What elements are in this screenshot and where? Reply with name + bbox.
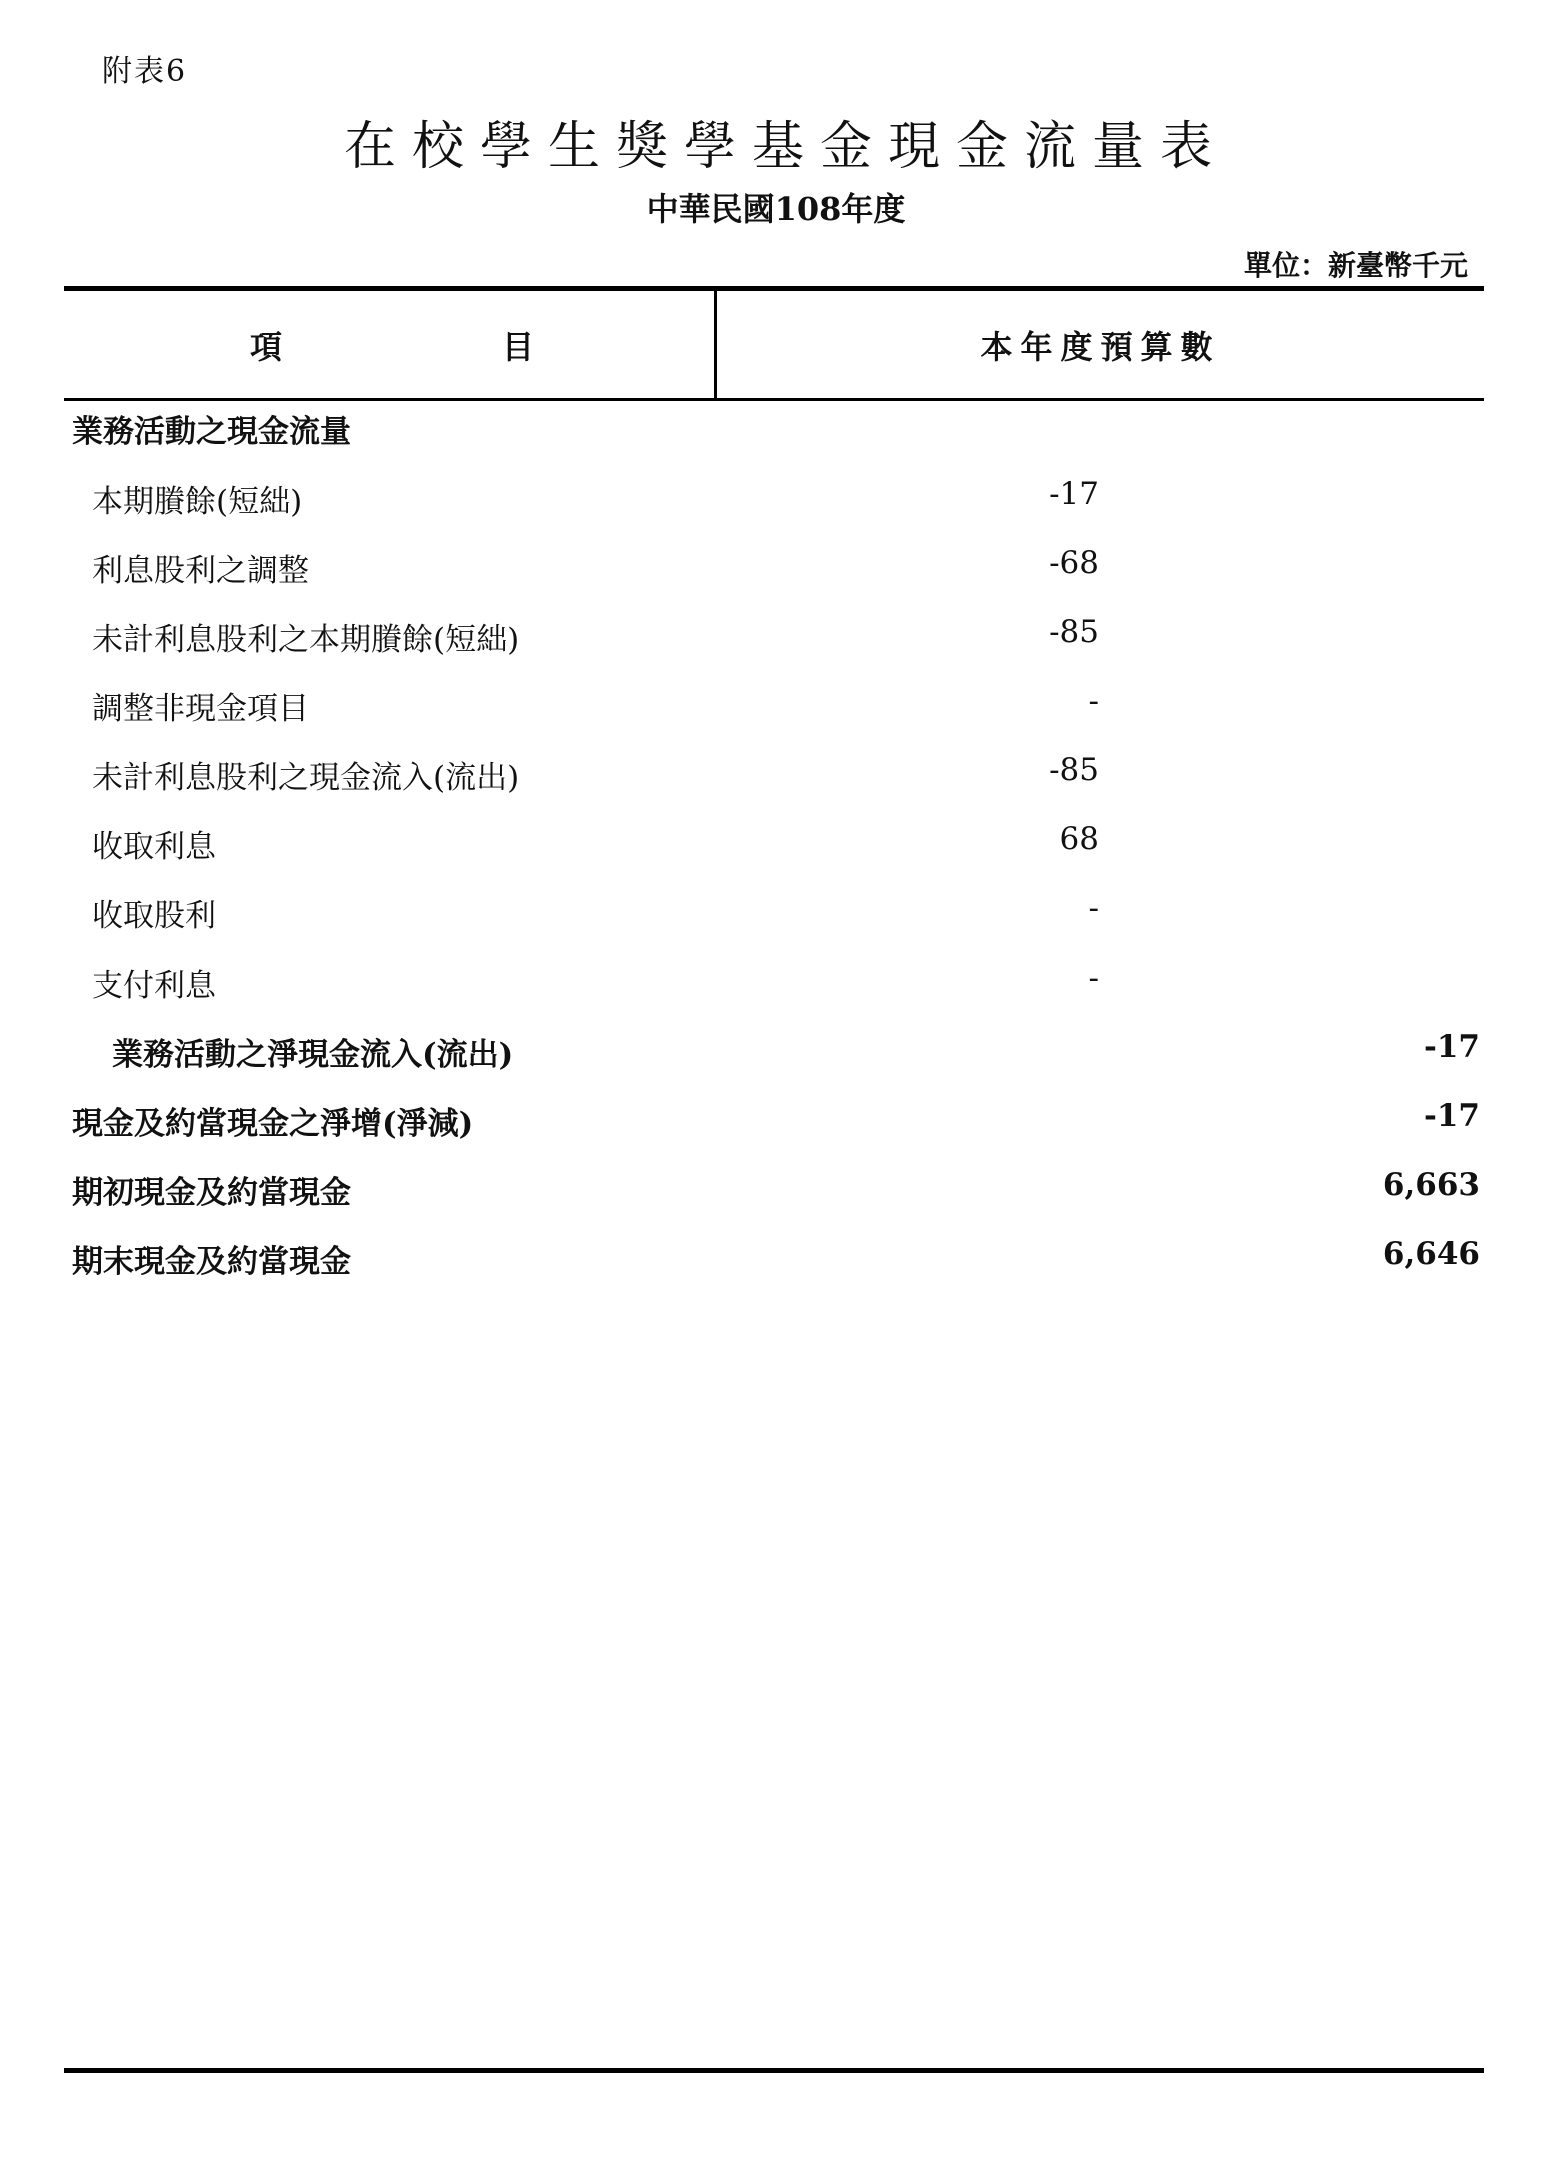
document-subtitle: 中華民國108年度: [646, 190, 906, 228]
column-header-item-char2: 目: [501, 328, 534, 366]
row-subtotal-value: -68: [1049, 545, 1099, 581]
row-total-value: -17: [1423, 1029, 1480, 1065]
row-label: 未計利息股利之本期賸餘(短絀): [92, 622, 520, 658]
row-label: 業務活動之現金流量: [72, 414, 351, 450]
table-row: [64, 476, 1484, 520]
row-label: 現金及約當現金之淨增(淨減): [72, 1106, 474, 1142]
row-label: 支付利息: [92, 968, 216, 1004]
table-row: [64, 1029, 1484, 1073]
table-row: [64, 614, 1484, 658]
row-subtotal-value: -: [1088, 683, 1099, 719]
row-label: 調整非現金項目: [92, 691, 309, 727]
row-label: 業務活動之淨現金流入(流出): [112, 1037, 514, 1073]
row-label: 本期賸餘(短絀): [92, 484, 303, 520]
table-row: [64, 1098, 1484, 1142]
column-header-item-char1: 項: [250, 328, 283, 366]
table-row: [64, 1236, 1484, 1280]
table-row: [64, 890, 1484, 934]
table-top-rule: [64, 286, 1484, 291]
header-bottom-rule: [64, 398, 1484, 401]
table-bottom-rule: [64, 2068, 1484, 2073]
row-label: 期末現金及約當現金: [72, 1244, 351, 1280]
annex-label: 附表6: [102, 54, 188, 89]
column-header-budget: 本年度預算數: [980, 328, 1221, 366]
row-subtotal-value: -: [1088, 890, 1099, 926]
row-subtotal-value: -85: [1049, 614, 1099, 650]
row-label: 未計利息股利之現金流入(流出): [92, 760, 520, 796]
row-subtotal-value: 68: [1059, 821, 1099, 857]
table-row: [64, 960, 1484, 1004]
row-subtotal-value: -: [1088, 960, 1099, 996]
row-subtotal-value: -85: [1049, 752, 1099, 788]
row-label: 利息股利之調整: [92, 553, 309, 589]
document-title: 在校學生獎學基金現金流量表: [343, 117, 1228, 177]
table-row: [64, 545, 1484, 589]
table-row: [64, 683, 1484, 727]
table-row: [64, 821, 1484, 865]
row-label: 收取利息: [92, 829, 216, 865]
table-row: [64, 406, 1484, 450]
row-subtotal-value: -17: [1049, 476, 1099, 512]
row-total-value: 6,646: [1382, 1236, 1480, 1272]
row-label: 期初現金及約當現金: [72, 1175, 351, 1211]
row-total-value: 6,663: [1382, 1167, 1480, 1203]
table-row: [64, 1167, 1484, 1211]
row-label: 收取股利: [92, 898, 216, 934]
column-header-item: [64, 322, 714, 368]
row-total-value: -17: [1423, 1098, 1480, 1134]
unit-label: 單位：新臺幣千元: [1243, 249, 1468, 282]
table-row: [64, 752, 1484, 796]
